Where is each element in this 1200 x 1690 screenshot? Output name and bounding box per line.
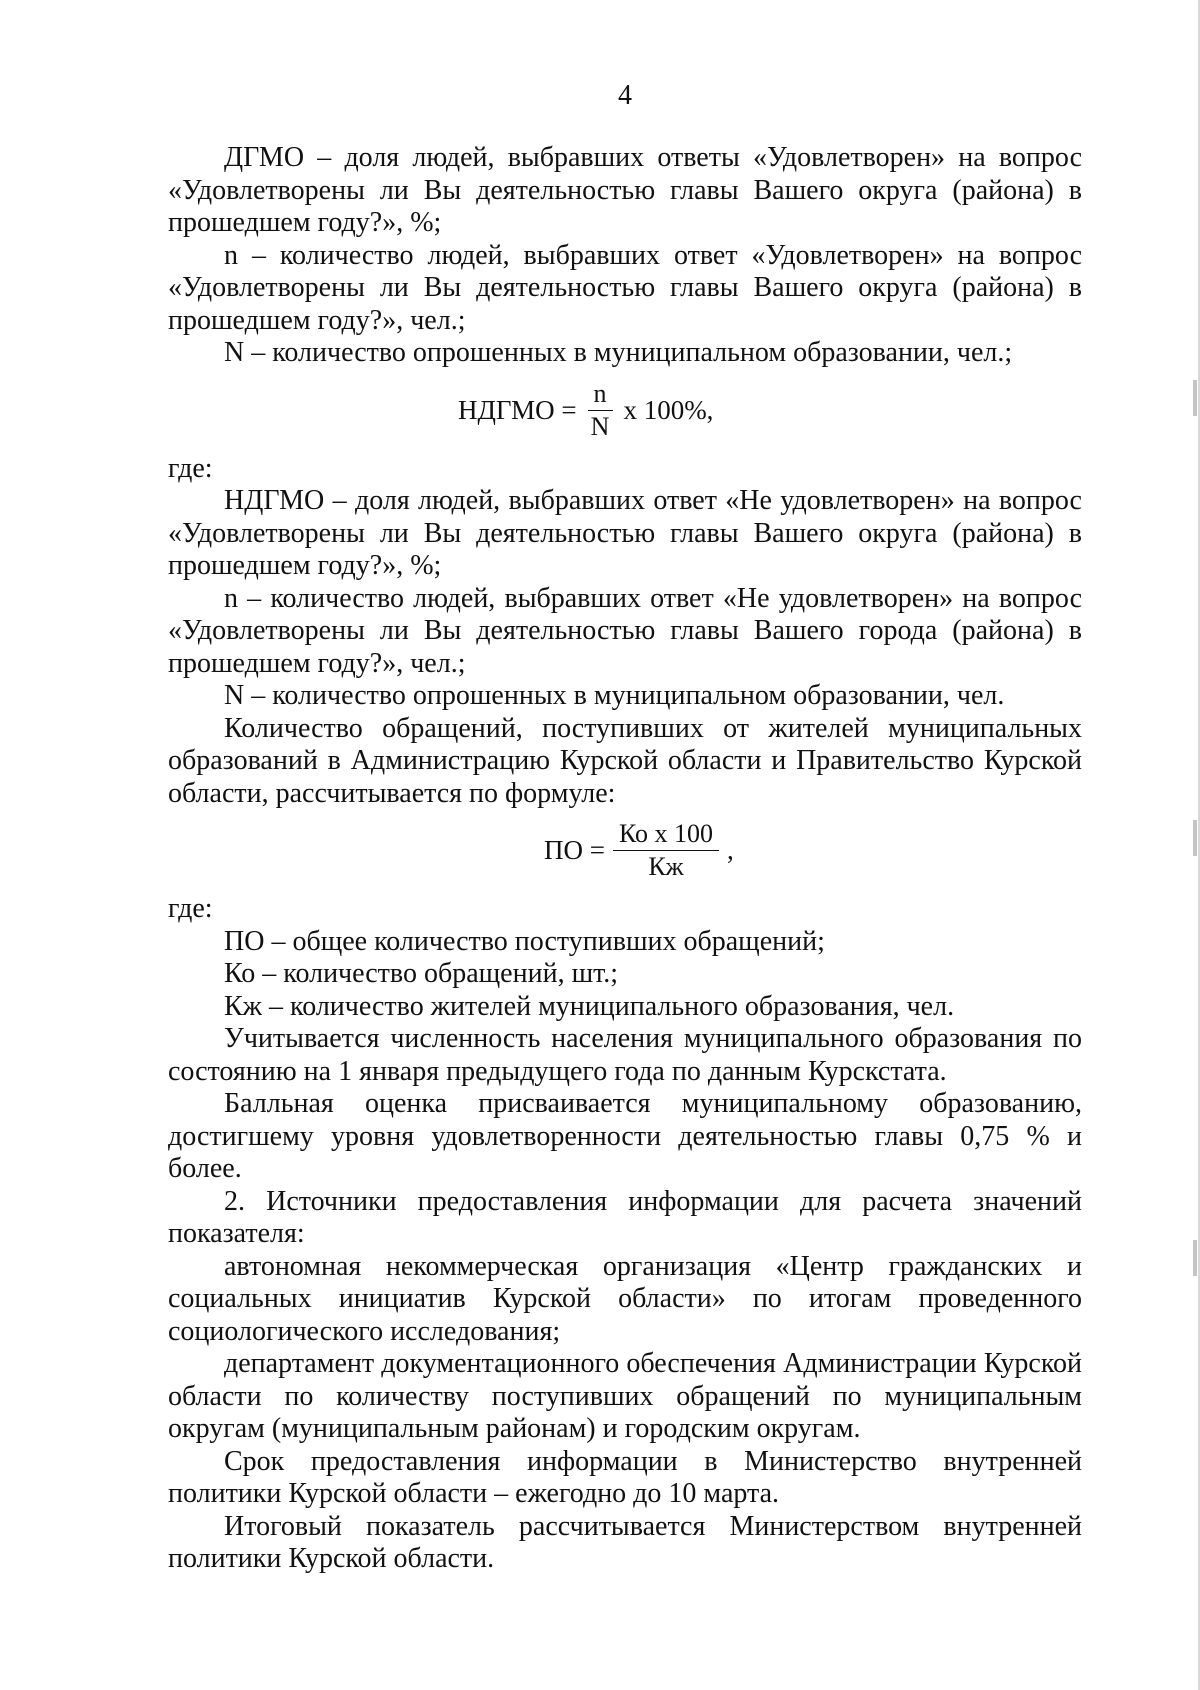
- paragraph-ko-definition: Ко – количество обращений, шт.;: [224, 958, 619, 989]
- paragraph-N-definition-2: N – количество опрошенных в муниципальном образовании, чел.: [224, 680, 1005, 711]
- formula-lhs: НДГМО =: [458, 394, 577, 425]
- formula-rhs: x 100%,: [623, 394, 714, 425]
- paragraph-ndgmo-definition: НДГМО – доля людей, выбравших ответ «Не удовлетворен» на вопрос «Удовлетворены ли Вы деятельностью главы Вашего округа (района) в прошедшем году?», %;: [168, 485, 1082, 581]
- paragraph-n-definition: n – количество людей, выбравших ответ «Удовлетворен» на вопрос «Удовлетворены ли Вы деятельностью главы Вашего округа (района) в прошедшем году?», чел.;: [168, 239, 1082, 336]
- paragraph-source-department: департамент документационного обеспечения Администрации Курской области по количеству поступивших обращений по муниципальным округам (муниципальным районам) и городским округам.: [168, 1348, 1082, 1444]
- formula-fraction: [585, 380, 616, 441]
- where-label: где:: [168, 893, 213, 924]
- scan-mark: [1193, 820, 1197, 856]
- formula-denominator: N: [590, 411, 610, 441]
- formula-po: [544, 820, 1082, 881]
- paragraph-final-indicator: Итоговый показатель рассчитывается Министерством внутренней политики Курской области.: [168, 1510, 1082, 1574]
- paragraph-dgmo-definition: ДГМО – доля людей, выбравших ответы «Удовлетворен» на вопрос «Удовлетворены ли Вы деятельностью главы Вашего округа (района) в прошедшем году?», %;: [168, 142, 1082, 238]
- paragraph-po-definition: ПО – общее количество поступивших обращений;: [224, 925, 825, 957]
- formula-numerator: Ко x 100: [613, 820, 719, 851]
- formula-lhs: ПО =: [544, 835, 605, 866]
- paragraph-deadline: Срок предоставления информации в Министерство внутренней политики Курской области – ежегодно до 10 марта.: [168, 1445, 1082, 1509]
- formula-denominator: Кж: [648, 852, 684, 881]
- document-page: [168, 80, 1082, 1576]
- formula-numerator: n: [588, 380, 613, 411]
- formula-rhs: ,: [727, 835, 734, 866]
- paragraph-source-ano: автономная некоммерческая организация «Центр гражданских и социальных инициатив Курской области» по итогам проведенного социологического исследования;: [168, 1250, 1082, 1347]
- paragraph-score-note: Балльная оценка присваивается муниципальному образованию, достигшему уровня удовлетворенности деятельностью главы 0,75 % и более.: [168, 1088, 1082, 1184]
- paragraph-sources-heading: 2. Источники предоставления информации для расчета значений показателя:: [168, 1185, 1082, 1249]
- paragraph-kzh-definition: Кж – количество жителей муниципального образования, чел.: [224, 990, 955, 1022]
- scan-mark: [1193, 1240, 1197, 1276]
- formula-ndgmo: [458, 380, 1082, 441]
- where-label: где:: [168, 452, 213, 484]
- formula-fraction: [613, 820, 719, 881]
- paragraph-n-definition-2: n – количество людей, выбравших ответ «Не удовлетворен» на вопрос «Удовлетворены ли Вы деятельностью главы Вашего города (района) в прошедшем году?», чел.;: [168, 582, 1082, 679]
- paragraph-N-definition: N – количество опрошенных в муниципальном образовании, чел.;: [224, 337, 1013, 368]
- page-number: 4: [618, 80, 632, 111]
- paragraph-population-note: Учитывается численность населения муниципального образования по состоянию на 1 января предыдущего года по данным Курскстата.: [168, 1023, 1082, 1087]
- paragraph-appeals-intro: Количество обращений, поступивших от жителей муниципальных образований в Администрацию Курской области и Правительство Курской области, рассчитывается по формуле:: [168, 712, 1082, 809]
- scan-mark: [1193, 380, 1197, 416]
